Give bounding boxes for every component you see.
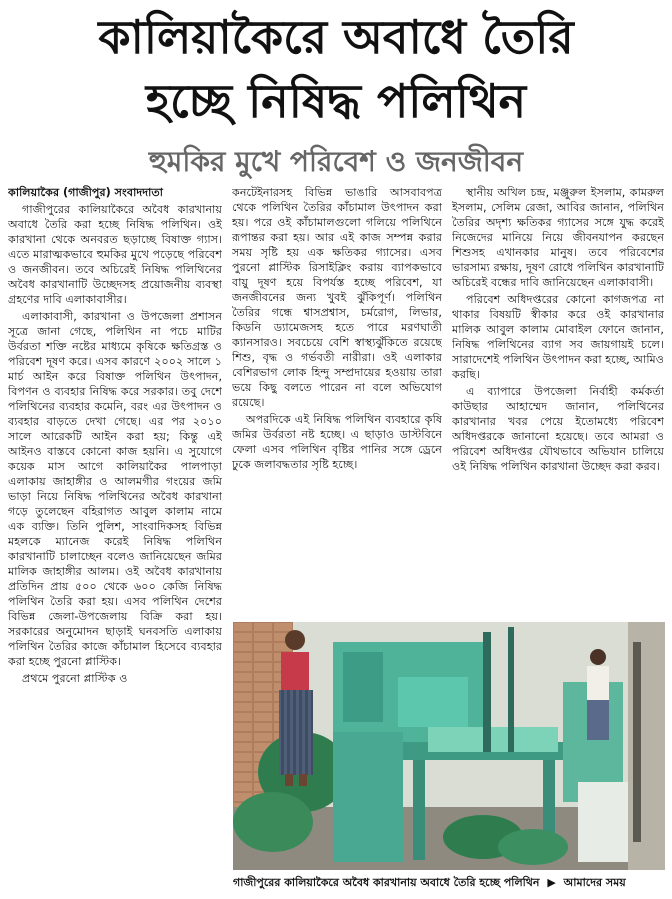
subheadline: হুমকির মুখে পরিবেশ ও জনজীবন — [148, 145, 524, 178]
article-paragraph: অপরদিকে এই নিষিদ্ধ পলিথিন ব্যবহারে কৃষি জমির উর্বরতা নষ্ট হচ্ছে। এ ছাড়াও ডাস্টবিনে ফেলা এসব পলিথিন বৃষ্টির পানির সঙ্গে ড্রেনে ঢুকে জলাবদ্ধতার সৃষ্টি হচ্ছে। — [232, 413, 442, 471]
article-paragraph: স্থানীয় অখিল চন্দ্র, মঞ্জুরুল ইসলাম, কামরুল ইসলাম, সেলিম রেজা, আবির জানান, পলিথিন তৈরির অদৃশ্য ক্ষতিকর গ্যাসের সঙ্গে যুদ্ধ করেই নিজেদের মানিয়ে নিয়ে জীবনযাপন করছেন শিশুসহ এখানকার মানুষ। তবে পরিবেশের ভারসাম্য রক্ষায়, দূষণ রোধে পলিথিন কারখানাটি অচিরেই বন্ধের দাবি জানিয়েছেন এলাকাবাসী। — [452, 186, 664, 289]
photo-caption — [233, 874, 665, 892]
article-paragraph — [8, 185, 222, 200]
factory-photo — [233, 622, 665, 870]
article-paragraph: কনটেইনারসহ বিভিন্ন ভাঙারি আসবাবপত্র থেকে পলিথিন তৈরির কাঁচামাল উৎপাদন করা হয়। পরে ওই কাঁচামালগুলো গলিয়ে পলিথিনে রূপান্তর করা হয়। আর এই কাজ সম্পন্ন করার সময় সৃষ্টি হয় এক ক্ষতিকর গ্যাসের। এসব পুরনো প্লাস্টিক রিসাইক্লিং করায় ব্যাপকভাবে বায়ু দূষণ হয়ে বিপর্যস্ত হচ্ছে পরিবেশ, যা জনজীবনের জন্য খুবই ঝুঁকিপূর্ণ। পলিথিন তৈরির গন্ধে শ্বাসপ্রশ্বাস, চর্মরোগ, লিভার, কিডনি ড্যামেজসহ হতে পারে মরণঘাতী ক্যানসারও। সবচেয়ে বেশি স্বাস্থ্যঝুঁকিতে রয়েছে শিশু, বৃদ্ধ ও গর্ভবতী নারীরা। ওই এলাকার বেশিরভাগ লোক হিন্দু সম্প্রদায়ের হওয়ায় তারা ভয়ে কিছু বলতে পারেন না বলে অভিযোগ রয়েছে। — [232, 186, 442, 409]
triangle-icon: ▶ — [547, 876, 556, 889]
article-column-3 — [452, 185, 664, 615]
article-paragraph: এ ব্যাপারে উপজেলা নির্বাহী কর্মকর্তা কাউছার আহাম্মেদ জানান, পলিথিনের কারখানার খবর পেয়ে ইতোমধ্যে পরিবেশ অধিদপ্তরকে জানানো হয়েছে। তবে আমরা ও পরিবেশ অধিদপ্তর যৌথভাবে অভিযান চালিয়ে ওই নিষিদ্ধ পলিথিন কারখানা উচ্ছেদ করা করব। — [452, 385, 664, 473]
caption-text: গাজীপুরের কালিয়াকৈরে অবৈধ কারখানায় অবাধে তৈরি হচ্ছে পলিথিন — [233, 876, 540, 889]
headline-line-1: কালিয়াকৈরে অবাধে তৈরি — [98, 10, 574, 64]
article-column-1 — [8, 185, 222, 893]
headline-line-2: হচ্ছে নিষিদ্ধ পলিথিন — [145, 74, 527, 128]
article-paragraph: প্রথমে পুরনো প্লাস্টিক ও — [22, 672, 128, 685]
article-column-2 — [232, 185, 442, 615]
article-paragraph: গাজীপুরের কালিয়াকৈরে অবৈধ কারখানায় অবাধে তৈরি করা হচ্ছে নিষিদ্ধ পলিথিন। ওই কারখানা থেকে অনবরত ছড়াচ্ছে বিষাক্ত গ্যাস। এতে মারাত্মকভাবে হুমকির মুখে পড়েছে পরিবেশ ও জনজীবন। তবে অচিরেই নিষিদ্ধ পলিথিনের অবৈধ কারখানাটি উচ্ছেদসহ প্রয়োজনীয় ব্যবস্থা গ্রহণের দাবি এলাকাবাসীর। — [8, 203, 222, 306]
article-paragraph: পরিবেশ অধিদপ্তরের কোনো কাগজপত্র না থাকার বিষয়টি স্বীকার করে ওই কারখানার মালিক আবুল কালাম মোবাইল ফোনে জানান, নিষিদ্ধ পলিথিনের ব্যাগ সব জায়গায়ই চলে। সারাদেশেই পলিথিন উৎপাদন করা হচ্ছে, আমিও করছি। — [452, 293, 664, 381]
dateline: কালিয়াকৈর (গাজীপুর) সংবাদদাতা — [8, 186, 163, 199]
photo-credit: আমাদের সময় — [563, 876, 626, 889]
article-paragraph: এলাকাবাসী, কারখানা ও উপজেলা প্রশাসন সূত্রে জানা গেছে, পলিথিন না পচে মাটির উর্বরতা শক্তি নষ্টের মাধ্যমে কৃষিকে ক্ষতিগ্রস্ত ও পরিবেশ দূষণ করে। এসব কারণে ২০০২ সালে ১ মার্চ আইন করে বিষাক্ত পলিথিন উৎপাদন, বিপণন ও ব্যবহার নিষিদ্ধ করে সরকার। তবু দেশে পলিথিনের ব্যবহার কমেনি, বরং এর উৎপাদন ও ব্যবহার বাড়তে দেখা গেছে। এর পর ২০১০ সালে আরেকটি আইন করা হয়; কিন্তু এই আইনও বাস্তবে কোনো কাজ হয়নি। এ সুযোগে কয়েক মাস আগে কালিয়াকৈর পালপাড়া এলাকায় জাহাঙ্গীর ও আলমগীর গংয়ের জমি ভাড়া নিয়ে নিষিদ্ধ পলিথিনের অবৈধ কারখানা গড়ে তুলেছেন বহিরাগত আবুল কালাম নামে এক ব্যক্তি। তিনি পুলিশ, সাংবাদিকসহ বিভিন্ন মহলকে ম্যানেজ করেই নিষিদ্ধ পলিথিন কারখানাটি চালাচ্ছেন বলেও জানিয়েছেন জমির মালিক জাহাঙ্গীর আলম। ওই অবৈধ কারখানায় প্রতিদিন প্রায় ৫০০ থেকে ৬০০ কেজি নিষিদ্ধ পলিথিন তৈরি করা হয়। এসব পলিথিন দেশের বিভিন্ন জেলা-উপজেলায় বিক্রি করা হয়। সরকারের অনুমোদন ছাড়াই ঘনবসতি এলাকায় পলিথিন তৈরির কাজে কাঁচামাল হিসেবে ব্যবহার করা হচ্ছে পুরনো প্লাস্টিক। — [8, 310, 222, 668]
